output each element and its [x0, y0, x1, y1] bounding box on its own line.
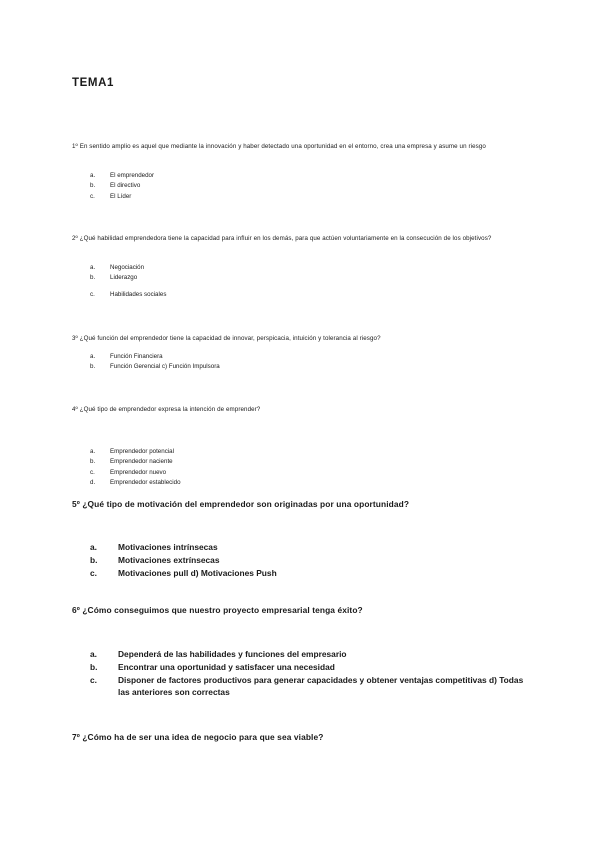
option-item: a. Motivaciones intrínsecas	[90, 542, 218, 552]
option-item: a. Función Financiera	[90, 353, 163, 360]
option-item: b. Emprendedor naciente	[90, 458, 173, 466]
option-item: c. Motivaciones pull d) Motivaciones Push	[90, 567, 277, 578]
option-item: b. Función Gerencial c) Función Impulsora	[90, 363, 220, 371]
question-5: 5º ¿Qué tipo de motivación del emprendedor son originadas por una oportunidad?	[72, 499, 410, 509]
question-5-options	[90, 541, 528, 579]
option-item: b. Liderazgo	[90, 274, 138, 282]
option-item: b. El directivo	[90, 182, 141, 190]
question-1: 1º En sentido amplio es aquel que mediante la innovación y haber detectado una oportunidad en el entorno, crea una empresa y asume un riesgo	[72, 143, 486, 150]
option-item: d. Emprendedor establecido	[90, 478, 181, 486]
question-4-options	[90, 447, 181, 488]
question-7: 7º ¿Cómo ha de ser una idea de negocio para que sea viable?	[72, 732, 324, 742]
option-item: a. Emprendedor potencial	[90, 448, 174, 455]
option-item: c. El Líder	[90, 192, 132, 200]
option-item: a. Dependerá de las habilidades y funciones del empresario	[90, 649, 347, 659]
option-item: a. El emprendedor	[90, 172, 155, 179]
page-title: TEMA1	[72, 77, 114, 89]
question-2-options	[90, 263, 166, 300]
question-6-options	[90, 648, 528, 699]
option-item: b. Motivaciones extrínsecas	[90, 554, 220, 565]
question-6: 6º ¿Cómo conseguimos que nuestro proyecto empresarial tenga éxito?	[72, 605, 363, 615]
question-3-options	[90, 352, 220, 373]
question-1-options	[90, 171, 154, 202]
question-2: 2º ¿Qué habilidad emprendedora tiene la capacidad para influir en los demás, para que actúen voluntariamente en la consecución de los objetivos?	[72, 235, 492, 242]
option-item: b. Encontrar una oportunidad y satisfacer una necesidad	[90, 661, 335, 672]
question-3: 3º ¿Qué función del emprendedor tiene la capacidad de innovar, perspicacia, intuición y tolerancia al riesgo?	[72, 335, 381, 342]
option-item: a. Negociación	[90, 264, 145, 271]
option-item: c. Habilidades sociales	[90, 290, 167, 298]
question-4: 4º ¿Qué tipo de emprendedor expresa la intención de emprender?	[72, 406, 261, 413]
option-item: c. Disponer de factores productivos para generar capacidades y obtener ventajas competitivas d) Todas las anteriores son correctas	[90, 674, 524, 698]
option-item: c. Emprendedor nuevo	[90, 468, 167, 476]
